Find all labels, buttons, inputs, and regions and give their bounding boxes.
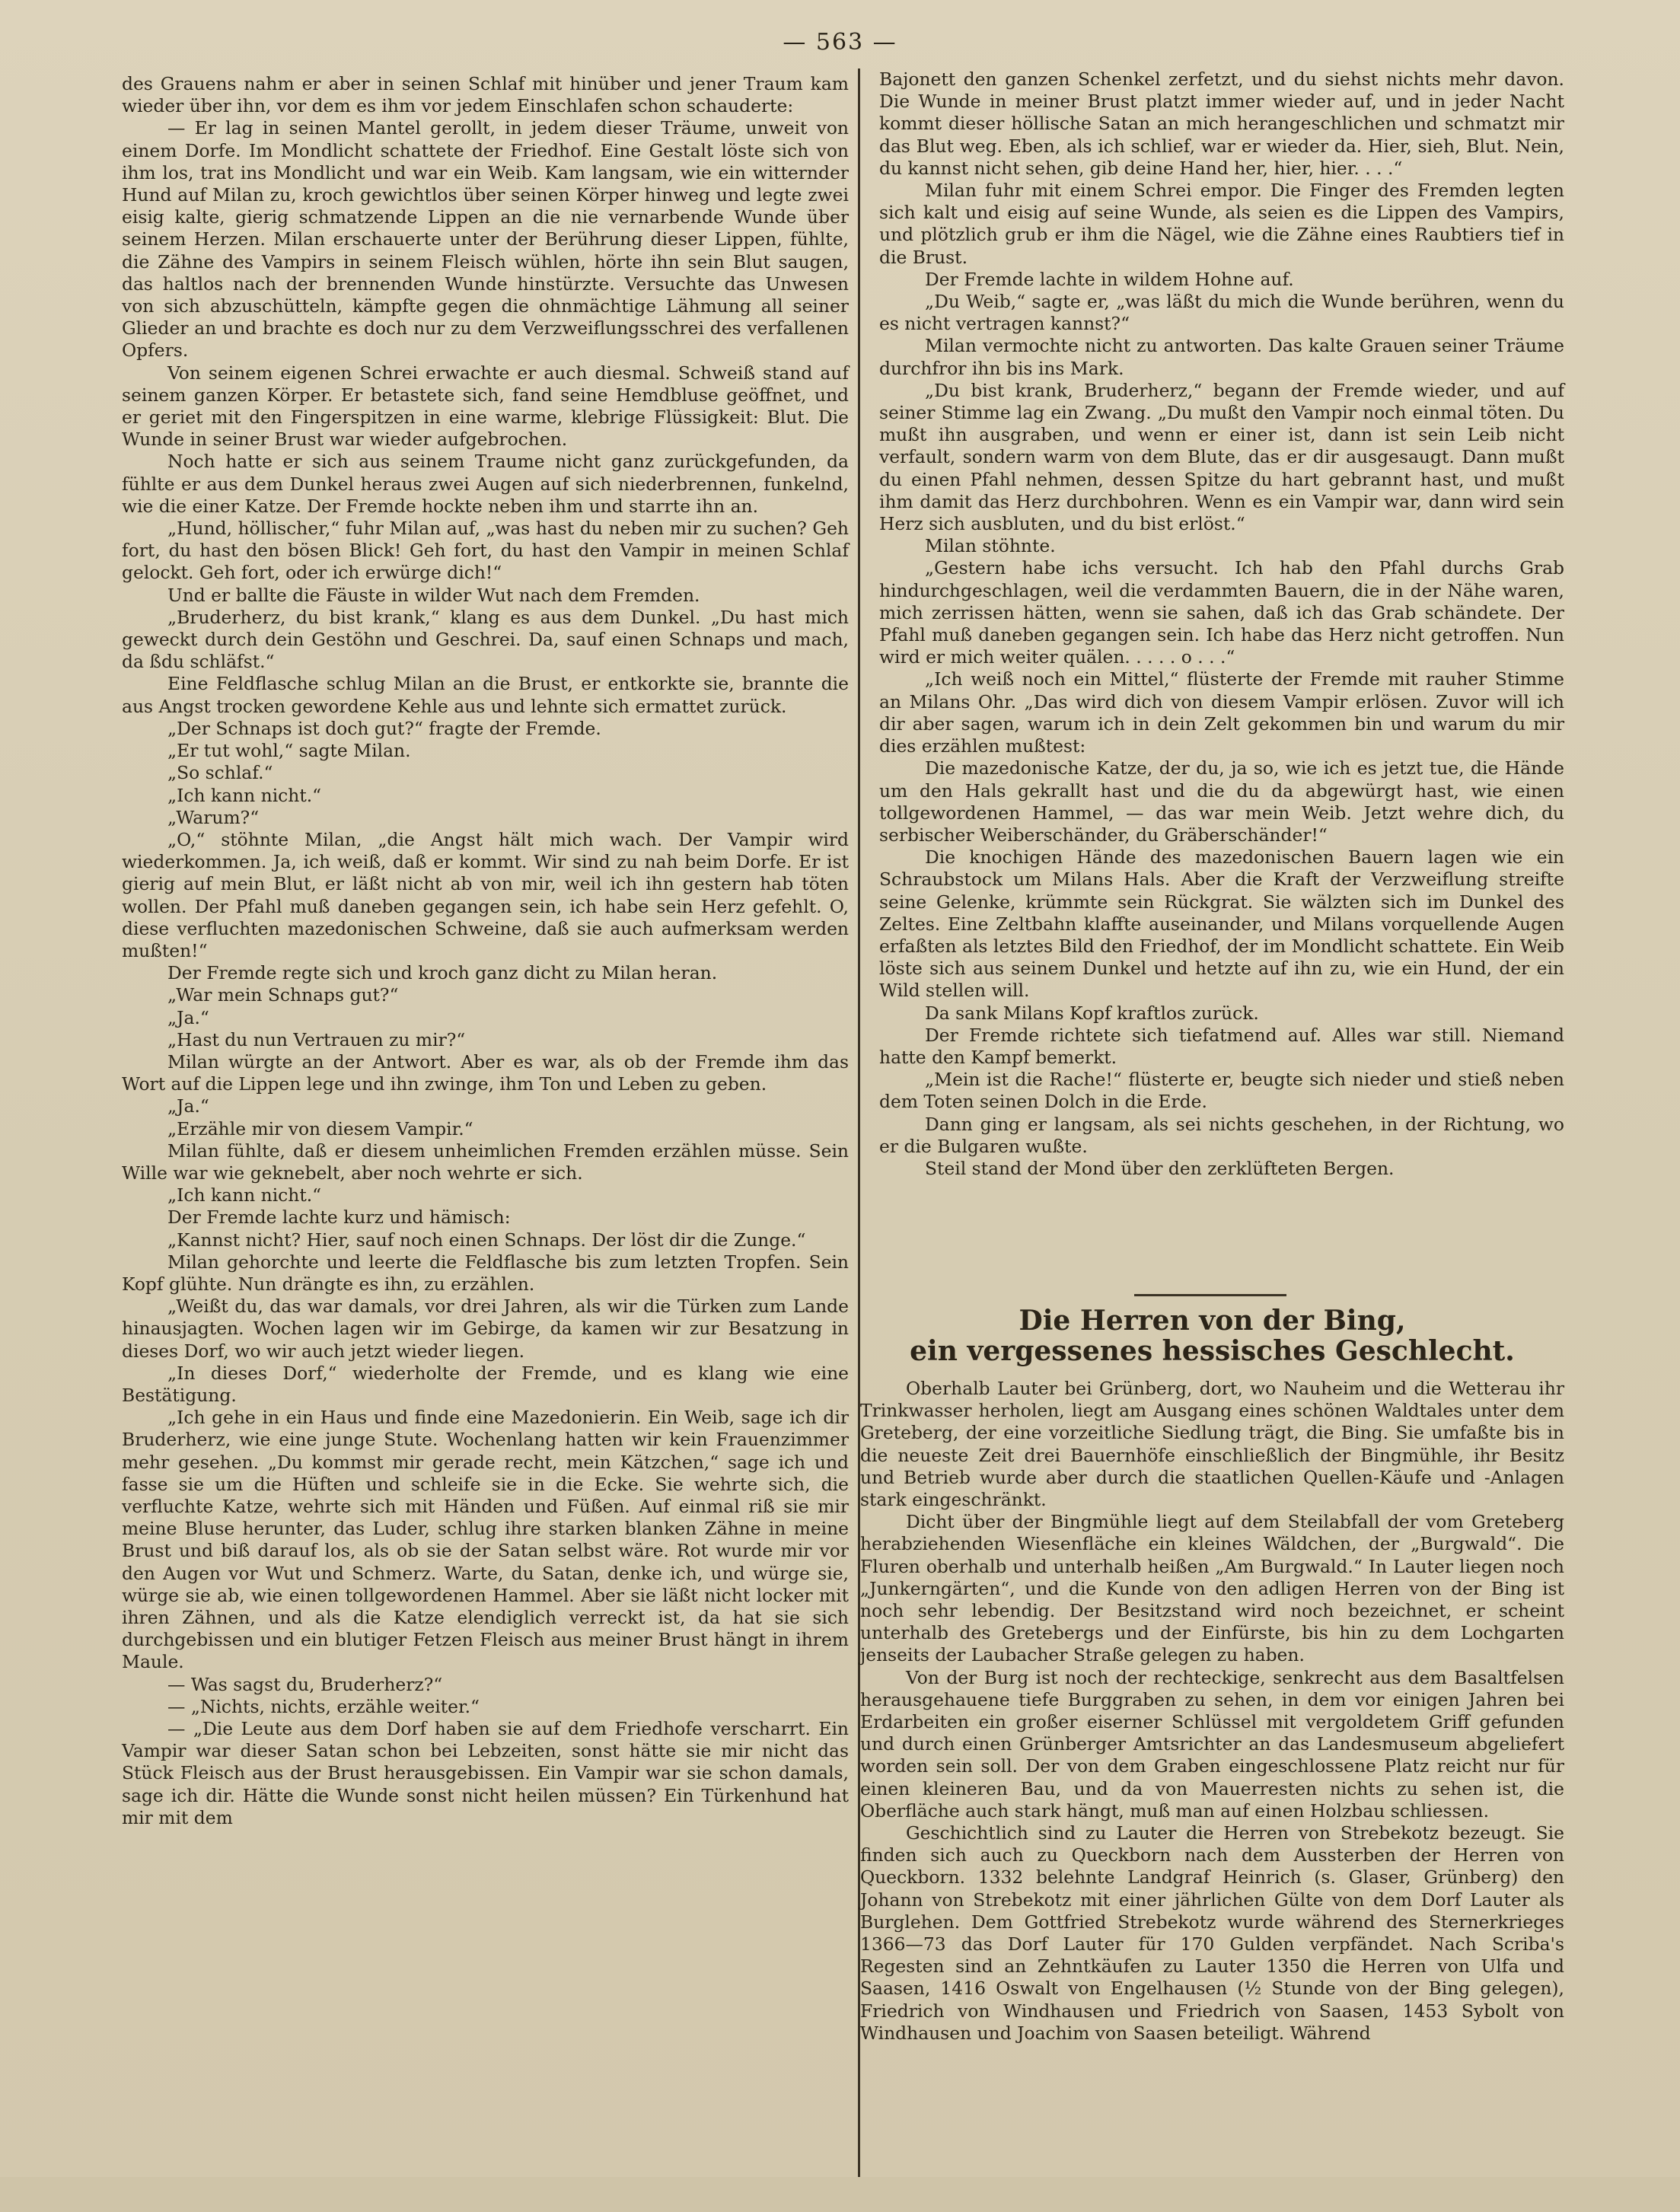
- article-headline: [860, 1305, 1564, 1366]
- paragraph: „Hund, höllischer,“ fuhr Milan auf, „was hast du neben mir zu suchen? Geh fort, du hast den bösen Blick! Geh fort, du hast den Vampir in meinen Schlaf gelockt. Geh fort, oder ich erwürge dich!“: [122, 518, 849, 584]
- paragraph: „Du Weib,“ sagte er, „was läßt du mich die Wunde berühren, wenn du es nicht vertragen kannst?“: [879, 291, 1564, 335]
- paragraph: Der Fremde lachte kurz und hämisch:: [167, 1206, 511, 1229]
- paragraph: „War mein Schnaps gut?“: [167, 984, 399, 1006]
- paragraph: Die knochigen Hände des mazedonischen Bauern lagen wie ein Schraubstock um Milans Hals. Aber die Kraft der Verzweiflung streifte seine Gelenke, krümmte sein Rückgrat. Sie wälzten sich im Dunkel des Zeltes. Eine Zeltbahn klaffte auseinander, und Milans vorquellende Augen erfaßten als letztes Bild den Friedhof, der im Mondlicht schattete. Ein Weib löste sich aus seinem Dunkel und hetzte auf ihn zu, wie ein Hund, der ein Wild stellen will.: [879, 846, 1564, 1002]
- paragraph: Eine Feldflasche schlug Milan an die Brust, er entkorkte sie, brannte die aus Angst trocken gewordene Kehle aus und lehnte sich ermattet zurück.: [122, 673, 849, 717]
- paragraph: „Hast du nun Vertrauen zu mir?“: [167, 1028, 466, 1050]
- paragraph: „Er tut wohl,“ sagte Milan.: [167, 740, 411, 762]
- paragraph: — „Nichts, nichts, erzähle weiter.“: [167, 1695, 480, 1717]
- paragraph: „Warum?“: [167, 806, 260, 828]
- paragraph: Bajonett den ganzen Schenkel zerfetzt, und du siehst nichts mehr davon. Die Wunde in meiner Brust platzt immer wieder auf, und in jeder Nacht kommt dieser höllische Satan an mich herangeschlichen und schmatzt mir das Blut weg. Eben, als ich schlief, war er wieder da. Hier, sieh, Blut. Nein, du kannst nicht sehen, gib deine Hand her, hier, hier. . . .“: [879, 69, 1564, 179]
- paragraph: Der Fremde richtete sich tiefatmend auf. Alles war still. Niemand hatte den Kampf bemerkt.: [879, 1024, 1564, 1068]
- paragraph: „Du bist krank, Bruderherz,“ begann der Fremde wieder, und auf seiner Stimme lag ein Zwang. „Du mußt den Vampir noch einmal töten. Du mußt ihn ausgraben, und wenn er einer ist, dann ist sein Leib nicht verfault, sondern warm von dem Blute, das er dir ausgesaugt. Dann mußt du einen Pfahl nehmen, dessen Spitze du hart gebrannt hast, und mußt ihm damit das Herz durchbohren. Wenn es ein Vampir war, dann wird sein Herz sich ausbluten, und du bist erlöst.“: [879, 379, 1564, 535]
- paragraph: Dann ging er langsam, als sei nichts geschehen, in der Richtung, wo er die Bulgaren wußte.: [879, 1113, 1564, 1157]
- paragraph: Die mazedonische Katze, der du, ja so, wie ich es jetzt tue, die Hände um den Hals gekrallt hast und die du da abgewürgt hast, wie einen tollgewordenen Hammel, — das war mein Weib. Jetzt wehre dich, du serbischer Weiberschänder, du Gräberschänder!“: [879, 757, 1564, 846]
- paragraph: Da sank Milans Kopf kraftlos zurück.: [925, 1002, 1259, 1024]
- paragraph: „Ja.“: [167, 1095, 209, 1117]
- paragraph: Dicht über der Bingmühle liegt auf dem Steilabfall der vom Greteberg herabziehenden Wiesenfläche ein kleines Wäldchen, der „Burgwald“. Die Fluren oberhalb und unterhalb heißen „Am Burgwald.“ In Lauter liegen noch „Junkerngärten“, und die Kunde von den adligen Herren von der Bing ist noch sehr lebendig. Der Besitzstand wird noch bezeichnet, er scheint unterhalb des Gretebergs und der Einfürste, bis hin zu dem Lochgarten jenseits der Laubacher Straße gelegen zu haben.: [860, 1511, 1564, 1666]
- section-divider: [1134, 1294, 1286, 1296]
- paragraph: Geschichtlich sind zu Lauter die Herren von Strebekotz bezeugt. Sie finden sich auch zu Queckborn nach dem Aussterben der Herren von Queckborn. 1332 belehnte Landgraf Heinrich (s. Glaser, Grünberg) den Johann von Strebekotz mit einer jährlichen Gülte von dem Dorf Lauter als Burglehen. Dem Gottfried Strebekotz wurde während des Sternerkrieges 1366—73 das Dorf Lauter für 170 Gulden verpfändet. Nach Scriba's Regesten sind an Zehntkäufen zu Lauter 1350 die Herren von Ulfa und Saasen, 1416 Oswalt von Engelhausen (½ Stunde von der Bing gelegen), Friedrich von Windhausen und Friedrich von Saasen, 1453 Sybolt von Windhausen und Joachim von Saasen beteiligt. Während: [860, 1822, 1564, 2044]
- paragraph: „Ich weiß noch ein Mittel,“ flüsterte der Fremde mit rauher Stimme an Milans Ohr. „Das wird dich von diesem Vampir erlösen. Zuvor will ich dir aber sagen, warum ich in dein Zelt gekommen bin und warum du mir dies erzählen mußtest:: [879, 668, 1564, 757]
- paragraph: Milan fuhr mit einem Schrei empor. Die Finger des Fremden legten sich kalt und eisig auf seine Wunde, als seien es die Lippen des Vampirs, und plötzlich grub er ihm die Nägel, wie die Zähne eines Raubtiers tief in die Brust.: [879, 180, 1564, 268]
- paragraph: Und er ballte die Fäuste in wilder Wut nach dem Fremden.: [167, 584, 700, 606]
- paragraph: Milan stöhnte.: [925, 535, 1056, 557]
- paragraph: Der Fremde regte sich und kroch ganz dicht zu Milan heran.: [167, 962, 718, 984]
- paragraph: Milan gehorchte und leerte die Feldflasche bis zum letzten Tropfen. Sein Kopf glühte. Nun drängte es ihn, zu erzählen.: [122, 1251, 849, 1295]
- headline-line-1: Die Herren von der Bing,: [1019, 1305, 1406, 1337]
- headline-line-2: ein vergessenes hessisches Geschlecht.: [910, 1335, 1515, 1367]
- left-column: [122, 73, 849, 1829]
- paragraph: Milan fühlte, daß er diesem unheimlichen Fremden erzählen müsse. Sein Wille war wie geknebelt, aber noch wehrte er sich.: [122, 1139, 849, 1184]
- paragraph: Von der Burg ist noch der rechteckige, senkrecht aus dem Basaltfelsen herausgehauene tiefe Burggraben zu sehen, in dem vor einigen Jahren bei Erdarbeiten ein großer eiserner Schlüssel mit vergoldetem Griff gefunden und durch einen Grünberger Amtsrichter an das Landesmuseum abgeliefert worden sein soll. Der von dem Graben eingeschlossene Platz reicht nur für einen kleineren Bau, und da von Mauerresten nichts zu sehen ist, die Oberfläche auch stark hängt, muß man auf einen Holzbau schliessen.: [860, 1666, 1564, 1822]
- paragraph: Milan vermochte nicht zu antworten. Das kalte Grauen seiner Träume durchfror ihn bis ins Mark.: [879, 335, 1564, 379]
- paragraph: „Weißt du, das war damals, vor drei Jahren, als wir die Türken zum Lande hinausjagten. Wochen lagen wir im Gebirge, da kamen wir zur Besatzung in dieses Dorf, wo wir auch jetzt wieder liegen.: [122, 1296, 849, 1362]
- paragraph: des Grauens nahm er aber in seinen Schlaf mit hinüber und jener Traum kam wieder über ihn, vor dem es ihm vor jedem Einschlafen schon schauderte:: [122, 73, 849, 117]
- paragraph: „Ich kann nicht.“: [167, 1184, 322, 1206]
- paragraph: Milan würgte an der Antwort. Aber es war, als ob der Fremde ihm das Wort auf die Lippen lege und ihn zwinge, ihm Ton und Leben zu geben.: [122, 1050, 849, 1095]
- paragraph: Oberhalb Lauter bei Grünberg, dort, wo Nauheim und die Wetterau ihr Trinkwasser herholen, liegt am Ausgang eines schönen Waldtales unter dem Greteberg, der eine vorzeitliche Siedlung trägt, die Bing. Sie umfaßte bis in die neueste Zeit drei Bauernhöfe einschließlich der Bingmühle, ihr Besitz und Betrieb wurde aber durch die staatlichen Quellen-Käufe und -Anlagen stark eingeschränkt.: [860, 1378, 1564, 1511]
- paragraph: „Bruderherz, du bist krank,“ klang es aus dem Dunkel. „Du hast mich geweckt durch dein Gestöhn und Geschrei. Da, sauf einen Schnaps und mach, da ßdu schläfst.“: [122, 606, 849, 673]
- paragraph: „Ich gehe in ein Haus und finde eine Mazedonierin. Ein Weib, sage ich dir Bruderherz, wie eine junge Stute. Wochenlang hatten wir kein Frauenzimmer mehr gesehen. „Du kommst mir gerade recht, mein Kätzchen,“ sage ich und fasse sie um die Hüften und schleife sie in die Ecke. Sie wehrte sich, die verfluchte Katze, wehrte sich mit Händen und Füßen. Auf einmal riß sie mir meine Bluse herunter, das Luder, schlug ihre starken blanken Zähne in meine Brust und biß darauf los, als ob sie der Satan selbst wäre. Rot wurde mir vor den Augen vor Wut und Schmerz. Warte, du Satan, denke ich, und würge sie, würge sie ab, wie einen tollgewordenen Hammel. Aber sie läßt nicht locker mit ihren Zähnen, und als die Katze elendiglich verreckt ist, da hat sie sich durchgebissen und ein blutiger Fetzen Fleisch aus meiner Brust hängt in ihrem Maule.: [122, 1407, 849, 1673]
- paragraph: „Kannst nicht? Hier, sauf noch einen Schnaps. Der löst dir die Zunge.“: [167, 1229, 806, 1251]
- paragraph: „Erzähle mir von diesem Vampir.“: [167, 1117, 473, 1139]
- paragraph: Noch hatte er sich aus seinem Traume nicht ganz zurückgefunden, da fühlte er aus dem Dunkel heraus zwei Augen auf sich niederbrennen, funkelnd, wie die einer Katze. Der Fremde hockte neben ihm und starrte ihn an.: [122, 451, 849, 517]
- paragraph: „Gestern habe ichs versucht. Ich hab den Pfahl durchs Grab hindurchgeschlagen, weil die verdammten Bauern, die in der Nähe waren, mich zerrissen hätten, wenn sie sahen, daß ich das Grab schändete. Der Pfahl muß daneben gegangen sein. Ich habe das Herz nicht getroffen. Nun wird er mich weiter quälen. . . . . o . . .“: [879, 557, 1564, 668]
- paragraph: — „Die Leute aus dem Dorf haben sie auf dem Friedhofe verscharrt. Ein Vampir war dieser Satan schon bei Lebzeiten, sonst hätte sie mir nicht das Stück Fleisch aus der Brust herausgebissen. Ein Vampir war sie schon damals, sage ich dir. Hätte die Wunde sonst nicht heilen müssen? Ein Türkenhund hat mir mit dem: [122, 1718, 849, 1828]
- paragraph: Von seinem eigenen Schrei erwachte er auch diesmal. Schweiß stand auf seinem ganzen Körper. Er betastete sich, fand seine Hemdbluse geöffnet, und er geriet mit den Fingerspitzen in eine warme, klebrige Flüssigkeit: Blut. Die Wunde in seiner Brust war wieder aufgebrochen.: [122, 362, 849, 451]
- paragraph: „Ich kann nicht.“: [167, 784, 322, 806]
- paragraph: „Der Schnaps ist doch gut?“ fragte der Fremde.: [167, 717, 601, 739]
- paragraph: „Ja.“: [167, 1006, 209, 1028]
- paragraph: — Was sagst du, Bruderherz?“: [167, 1673, 443, 1695]
- article-body: [860, 1378, 1564, 2045]
- paragraph: „O,“ stöhnte Milan, „die Angst hält mich wach. Der Vampir wird wiederkommen. Ja, ich weiß, daß er kommt. Wir sind zu nah beim Dorfe. Er ist gierig auf mein Blut, er läßt nicht ab von mir, weil ich ihn gestern hab töten wollen. Der Pfahl muß daneben gegangen sein, ich habe sein Herz gefehlt. O, diese verfluchten mazedonischen Schweine, daß sie auch aufmerksam werden mußten!“: [122, 828, 849, 961]
- paragraph: „Mein ist die Rache!“ flüsterte er, beugte sich nieder und stieß neben dem Toten seinen Dolch in die Erde.: [879, 1069, 1564, 1113]
- page-number: — 563 —: [783, 29, 897, 56]
- paragraph: — Er lag in seinen Mantel gerollt, in jedem dieser Träume, unweit von einem Dorfe. Im Mondlicht schattete der Friedhof. Eine Gestalt löste sich von ihm los, trat ins Mondlicht und war ein Weib. Kam langsam, wie ein witternder Hund auf Milan zu, kroch gewichtlos über seinen Körper hinweg und legte zwei eisig kalte, gierig schmatzende Lippen an die nie vernarbende Wunde über seinem Herzen. Milan erschauerte unter der Berührung dieser Lippen, fühlte, die Zähne des Vampirs in seinem Fleisch wühlen, hörte ihn sein Blut saugen, das haltlos nach der brennenden Wunde hinstürzte. Versuchte das Unwesen von sich abzuschütteln, kämpfte gegen die ohnmächtige Lähmung all seiner Glieder an und brachte es doch nur zu dem Verzweiflungsschrei des verfallenen Opfers.: [122, 117, 849, 362]
- paragraph: „So schlaf.“: [167, 762, 273, 784]
- paragraph: „In dieses Dorf,“ wiederholte der Fremde, und es klang wie eine Bestätigung.: [122, 1362, 849, 1406]
- right-column-story: [879, 69, 1564, 1180]
- paragraph: Steil stand der Mond über den zerklüfteten Bergen.: [925, 1157, 1395, 1179]
- paragraph: Der Fremde lachte in wildem Hohne auf.: [925, 268, 1294, 290]
- page-edge: [0, 2177, 1680, 2212]
